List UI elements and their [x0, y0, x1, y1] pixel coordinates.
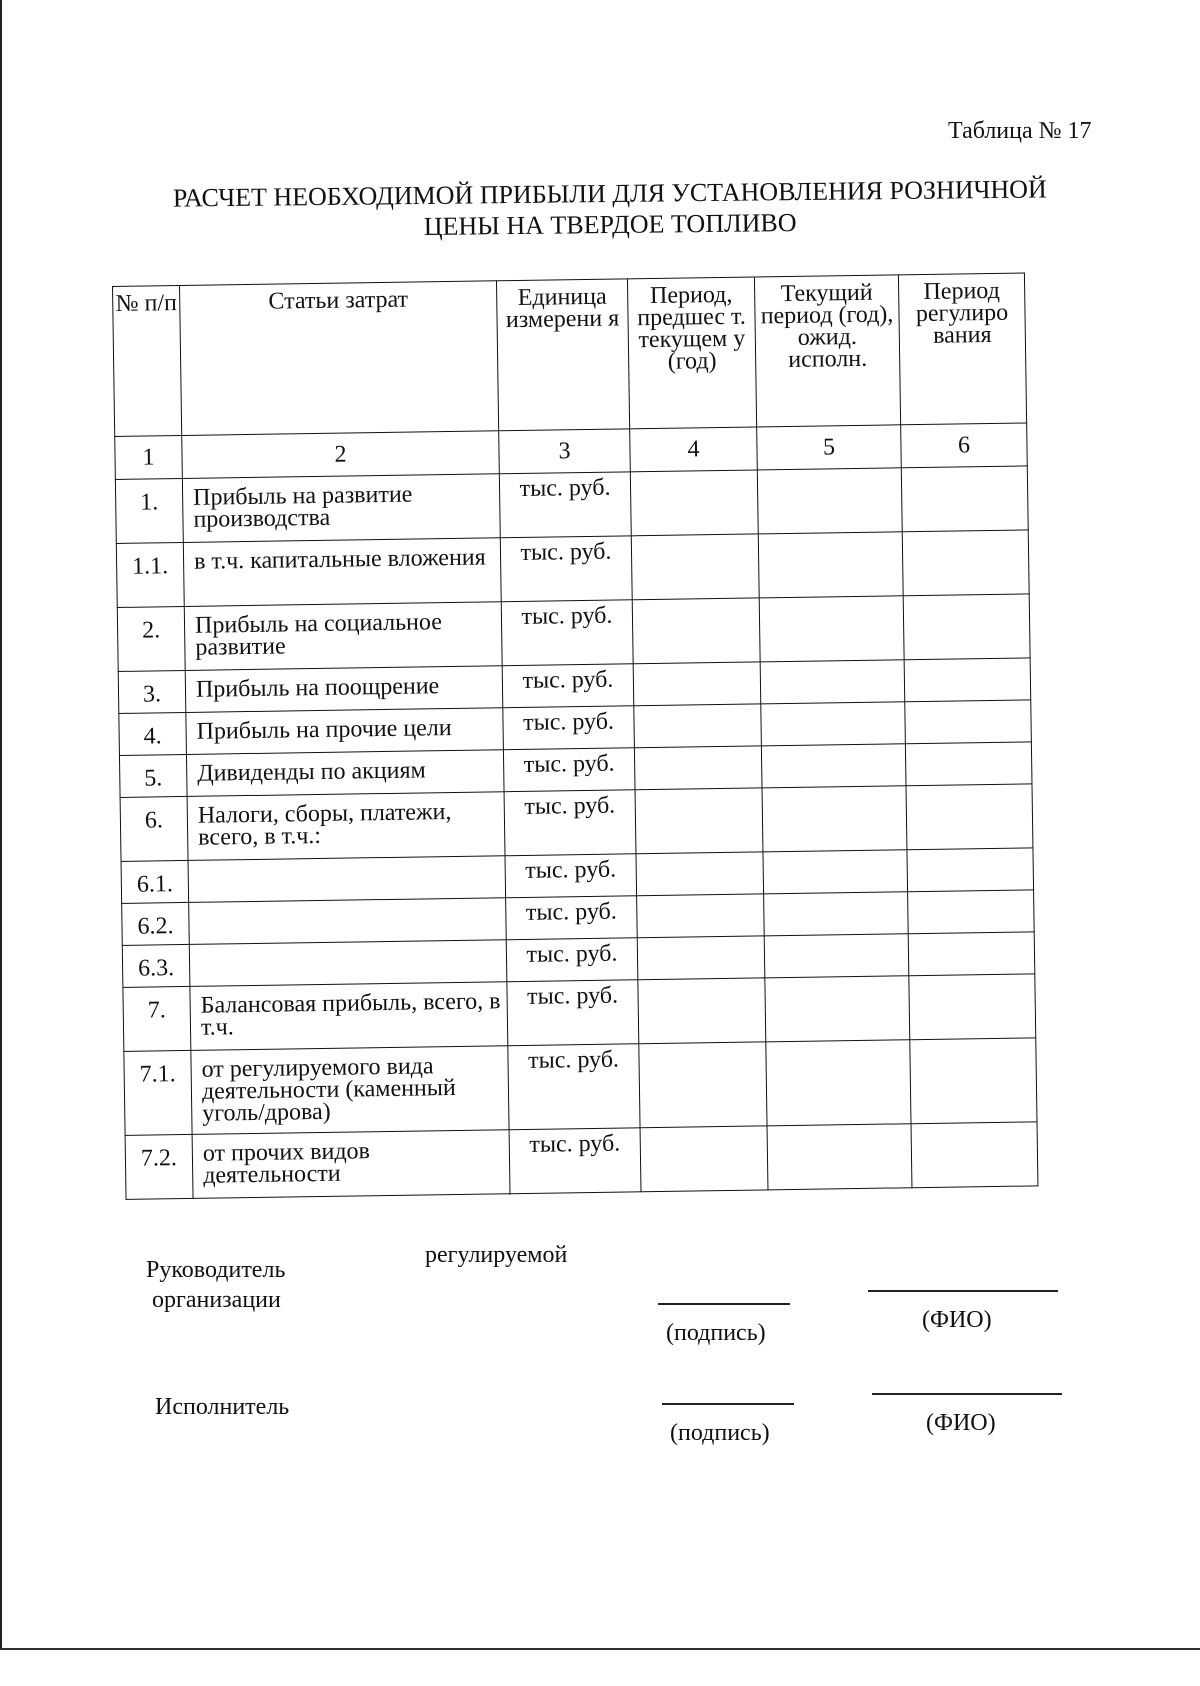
- column-number: 2: [182, 431, 500, 479]
- value-cell: [757, 468, 902, 534]
- value-cell: [635, 788, 763, 854]
- table-row: [124, 1038, 1037, 1136]
- value-cell: [631, 534, 759, 600]
- value-cell: [766, 1040, 911, 1126]
- row-unit: тыс. руб.: [505, 854, 637, 898]
- row-unit: тыс. руб.: [501, 600, 633, 666]
- value-cell: [908, 932, 1035, 976]
- header-num: № п/п: [113, 285, 182, 436]
- value-cell: [758, 532, 903, 598]
- value-cell: [765, 976, 910, 1042]
- value-cell: [767, 1124, 912, 1190]
- row-item: в т.ч. капитальные вложения: [183, 538, 501, 607]
- value-cell: [636, 852, 764, 896]
- value-cell: [903, 594, 1030, 660]
- row-number: 6.3.: [122, 944, 190, 987]
- value-cell: [760, 660, 905, 704]
- header-unit: Единица измерени я: [496, 279, 629, 431]
- value-cell: [764, 934, 909, 978]
- head-name-line: [868, 1290, 1058, 1292]
- row-item: [189, 898, 507, 945]
- value-cell: [640, 1126, 768, 1192]
- row-number: 5.: [119, 754, 187, 797]
- column-number: 6: [901, 423, 1028, 468]
- row-number: 4.: [119, 712, 187, 755]
- row-unit: тыс. руб.: [508, 1044, 640, 1130]
- value-cell: [761, 744, 906, 788]
- row-item: от регулируемого вида деятельности (каменный уголь/дрова): [191, 1046, 509, 1135]
- table-row: [125, 1122, 1038, 1200]
- row-unit: тыс. руб.: [502, 664, 634, 708]
- row-unit: тыс. руб.: [507, 980, 639, 1046]
- value-cell: [901, 466, 1028, 532]
- value-cell: [632, 598, 760, 664]
- row-number: 7.2.: [125, 1134, 193, 1199]
- row-unit: тыс. руб.: [500, 536, 632, 602]
- head-label-regulated: регулируемой: [425, 1242, 568, 1268]
- header-previous-period: Период, предшес т. текущем у (год): [627, 277, 756, 429]
- row-number: 3.: [118, 670, 186, 713]
- row-number: 6.1.: [121, 860, 189, 903]
- profit-calculation-table: [112, 272, 1038, 1199]
- title-line-2: ЦЕНЫ НА ТВЕРДОЕ ТОПЛИВО: [423, 208, 797, 241]
- value-cell: [909, 974, 1036, 1040]
- executor-signature-caption: (подпись): [670, 1420, 770, 1446]
- row-number: 2.: [117, 606, 185, 671]
- row-item: Прибыль на прочие цели: [186, 708, 504, 755]
- value-cell: [908, 890, 1035, 934]
- value-cell: [637, 894, 765, 938]
- value-cell: [902, 530, 1029, 596]
- row-number: 6.2.: [122, 902, 190, 945]
- header-current-period: Текущий период (год), ожид. исполн.: [754, 275, 900, 427]
- value-cell: [759, 596, 904, 662]
- header-regulation-period: Период регулиро вания: [898, 273, 1026, 425]
- table-header-row: [113, 273, 1027, 437]
- row-unit: тыс. руб.: [509, 1128, 641, 1194]
- title-line-1: РАСЧЕТ НЕОБХОДИМОЙ ПРИБЫЛИ ДЛЯ УСТАНОВЛЕНИЯ РОЗНИЧНОЙ: [172, 174, 1047, 213]
- row-unit: тыс. руб.: [506, 896, 638, 940]
- row-item: [188, 856, 506, 903]
- row-unit: тыс. руб.: [499, 472, 631, 538]
- head-signature-line: [658, 1303, 790, 1305]
- row-item: Налоги, сборы, платежи, всего, в т.ч.:: [187, 792, 505, 861]
- value-cell: [904, 658, 1031, 702]
- value-cell: [762, 786, 907, 852]
- value-cell: [911, 1122, 1038, 1188]
- value-cell: [905, 700, 1032, 744]
- row-number: 1.1.: [116, 542, 184, 607]
- head-name-caption: (ФИО): [922, 1307, 992, 1333]
- executor-name-caption: (ФИО): [926, 1410, 996, 1436]
- value-cell: [907, 848, 1034, 892]
- column-number: 1: [115, 435, 183, 479]
- row-unit: тыс. руб.: [504, 790, 636, 856]
- value-cell: [764, 892, 909, 936]
- row-unit: тыс. руб.: [503, 706, 635, 750]
- cost-table-wrapper: [112, 272, 1038, 1199]
- row-number: 6.: [120, 796, 188, 861]
- table-number: Таблица № 17: [948, 118, 1092, 144]
- executor-label: Исполнитель: [155, 1394, 290, 1420]
- head-label: Руководитель: [146, 1257, 286, 1283]
- row-item: Дивиденды по акциям: [186, 750, 504, 797]
- value-cell: [639, 1042, 767, 1128]
- value-cell: [630, 470, 758, 536]
- value-cell: [638, 978, 766, 1044]
- row-item: [189, 940, 507, 987]
- row-number: 7.1.: [124, 1050, 192, 1135]
- value-cell: [910, 1038, 1037, 1124]
- head-signature-caption: (подпись): [666, 1320, 766, 1346]
- row-item: Прибыль на развитие производства: [182, 474, 500, 543]
- page-edge: [0, 0, 2, 1650]
- row-number: 1.: [115, 478, 183, 543]
- row-item: Балансовая прибыль, всего, в т.ч.: [190, 982, 508, 1051]
- value-cell: [637, 936, 765, 980]
- value-cell: [634, 746, 762, 790]
- value-cell: [634, 704, 762, 748]
- page-bottom-edge: [0, 1648, 1200, 1650]
- executor-name-line: [872, 1393, 1062, 1395]
- row-unit: тыс. руб.: [506, 938, 638, 982]
- column-number: 4: [630, 427, 758, 472]
- row-item: Прибыль на социальное развитие: [184, 602, 502, 671]
- row-item: Прибыль на поощрение: [185, 666, 503, 713]
- value-cell: [906, 784, 1033, 850]
- row-item: от прочих видов деятельности: [192, 1130, 510, 1199]
- value-cell: [761, 702, 906, 746]
- executor-signature-line: [662, 1403, 794, 1405]
- value-cell: [763, 850, 908, 894]
- row-number: 7.: [123, 986, 191, 1051]
- document-title: [110, 173, 1111, 245]
- column-number: 3: [499, 429, 631, 474]
- row-unit: тыс. руб.: [503, 748, 635, 792]
- value-cell: [905, 742, 1032, 786]
- header-item: Статьи затрат: [179, 281, 498, 436]
- value-cell: [633, 662, 761, 706]
- head-label-organization: организации: [152, 1287, 281, 1313]
- column-number: 5: [757, 425, 902, 470]
